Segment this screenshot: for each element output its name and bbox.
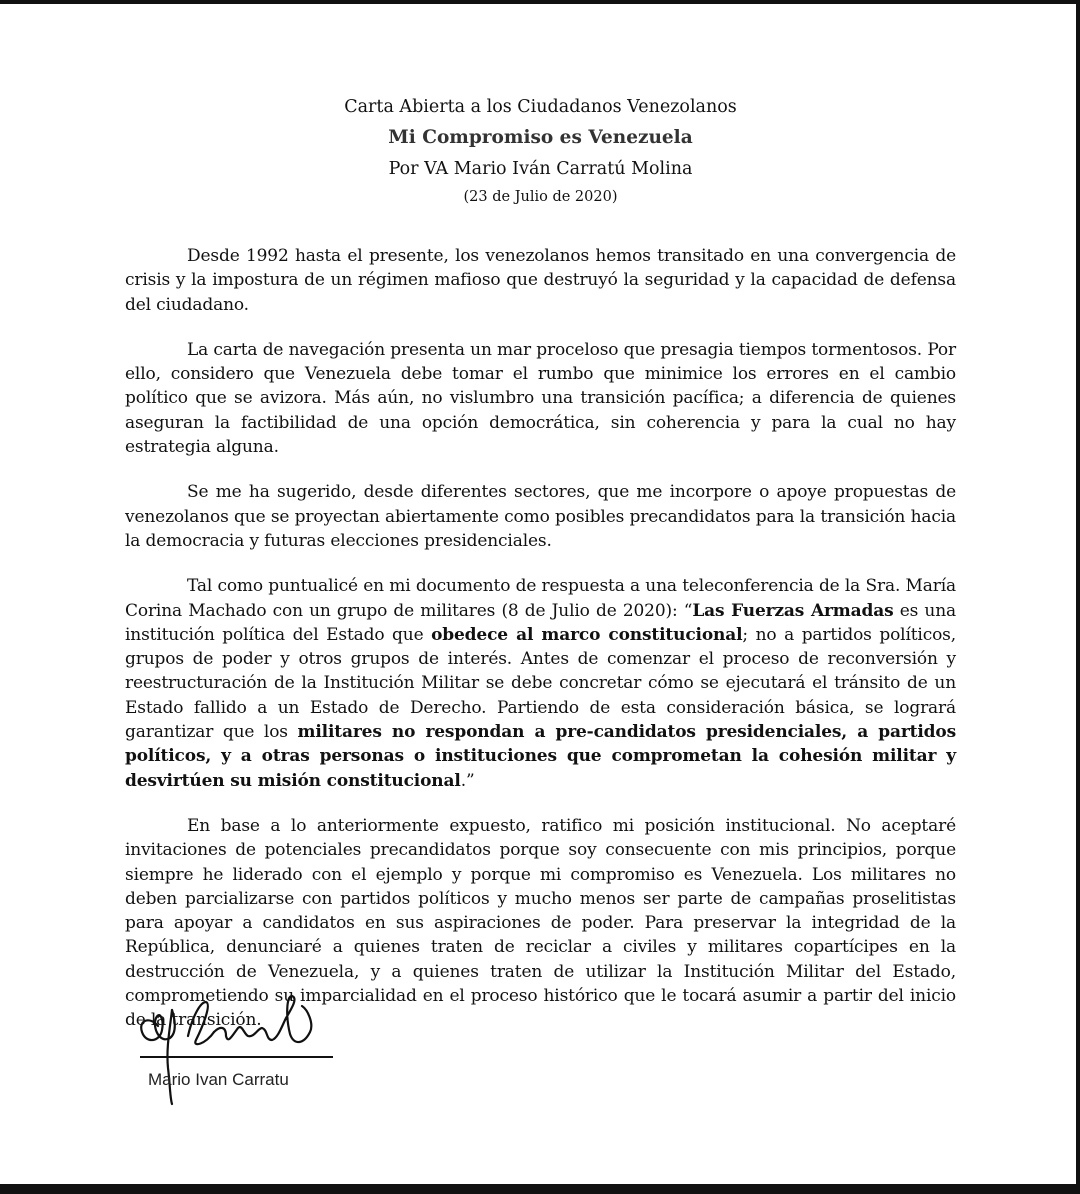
paragraph-2: La carta de navegación presenta un mar proceloso que presagia tiempos tormentosos. Por ello, considero que Venezuela debe tomar el rumbo que minimice los errores en el cambio político que se avizora. Más aún, no vislumbro una transición pacífica; a diferencia de quienes aseguran la factibilidad de una opción democrática, sin coherencia y para la cual no hay estrategia alguna. <box>125 339 956 458</box>
letter-header <box>125 92 956 210</box>
letter-date: (23 de Julio de 2020) <box>463 189 618 205</box>
letter-title: Mi Compromiso es Venezuela <box>388 127 693 148</box>
letter-heading: Carta Abierta a los Ciudadanos Venezolanos <box>344 97 737 117</box>
bottom-border <box>0 1184 1080 1194</box>
paragraph-4-text-4: .” <box>460 770 475 791</box>
paragraph-1: Desde 1992 hasta el presente, los venezolanos hemos transitado en una convergencia de crisis y la impostura de un régimen mafioso que destruyó la seguridad y la capacidad de defensa del ciudadano. <box>125 246 956 315</box>
paragraph-4-bold-3: militares no respondan a pre-candidatos presidenciales, a partidos políticos, y a otras personas o instituciones que comprometan la cohesión militar y desvirtúen su misión constitucional <box>125 722 956 791</box>
signature-line <box>140 1056 333 1058</box>
handwritten-signature <box>130 988 340 1108</box>
letter-author: Por VA Mario Iván Carratú Molina <box>388 159 693 179</box>
signature-block <box>130 988 340 1108</box>
top-border <box>0 0 1080 4</box>
paragraph-3: Se me ha sugerido, desde diferentes sectores, que me incorpore o apoye propuestas de venezolanos que se proyectan abiertamente como posibles precandidatos para la transición hacia la democracia y futuras elecciones presidenciales. <box>125 482 956 551</box>
right-border <box>1076 0 1080 1194</box>
paragraph-4 <box>125 574 956 793</box>
paragraph-4-text-1: Tal como puntualicé en mi documento de respuesta a una teleconferencia de la Sra. María Corina Machado con un grupo de militares (8 de Julio de 2020): “ <box>125 576 956 621</box>
letter-page <box>125 92 956 1054</box>
paragraph-4-bold-1: Las Fuerzas Armadas <box>692 600 894 621</box>
paragraph-4-text-3: ; no a partidos políticos, grupos de poder y otros grupos de interés. Antes de comenzar el proceso de reconversión y reestructuración de la Institución Militar se debe concretar cómo se ejecutará el tránsito de un Estado fallido a un Estado de Derecho. Partiendo de esta consideración básica, se logrará garantizar que los <box>125 624 956 743</box>
paragraph-5: En base a lo anteriormente expuesto, ratifico mi posición institucional. No aceptaré invitaciones de potenciales precandidatos porque soy consecuente con mis principios, porque siempre he liderado con el ejemplo y porque mi compromiso es Venezuela. Los militares no deben parcializarse con partidos políticos y mucho menos ser parte de campañas proselitistas para apoyar a candidatos en sus aspiraciones de poder. Para preservar la integridad de la República, denunciaré a quienes traten de reciclar a civiles y militares copartícipes en la destrucción de Venezuela, y a quienes traten de utilizar la Institución Militar del Estado, comprometiendo su imparcialidad en el proceso histórico que le tocará asumir a partir del inicio de la transición. <box>125 815 956 1031</box>
paragraph-4-bold-2: obedece al marco constitucional <box>431 624 743 645</box>
paragraph-4-text-2: es una institución política del Estado que <box>125 600 956 645</box>
signature-name: Mario Ivan Carratu <box>148 1070 289 1089</box>
